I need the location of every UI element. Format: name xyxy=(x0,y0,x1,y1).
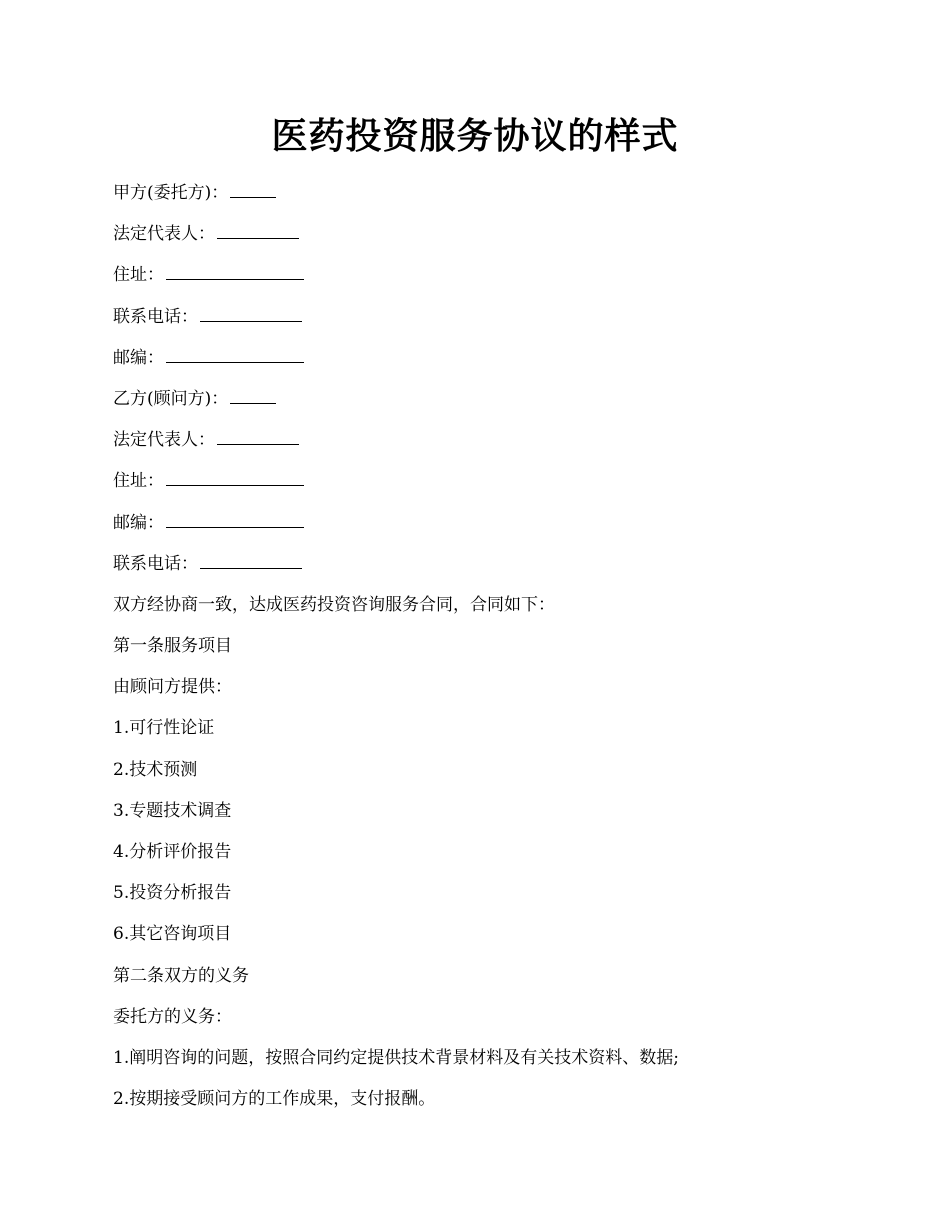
party-b-line xyxy=(113,384,853,425)
client-obligation-1: 1.阐明咨询的问题，按照合同约定提供技术背景材料及有关技术资料、数据; xyxy=(113,1047,679,1068)
party-b-representative-line xyxy=(113,425,853,466)
service-item-6: 6.其它咨询项目 xyxy=(113,924,232,945)
party-b-postcode-blank xyxy=(166,509,304,528)
party-a-postcode-label: 邮编： xyxy=(113,347,164,368)
article-1-intro: 由顾问方提供： xyxy=(113,677,232,698)
party-a-label: 甲方(委托方)： xyxy=(113,183,229,203)
party-a-address-blank xyxy=(166,261,304,280)
party-b-phone-blank xyxy=(200,550,302,569)
service-item-5: 5.投资分析报告 xyxy=(113,883,232,904)
party-a-phone-blank xyxy=(200,303,302,322)
party-a-address-line xyxy=(113,260,853,301)
party-a-phone-label: 联系电话： xyxy=(113,306,198,327)
party-a-postcode-blank xyxy=(166,344,304,363)
party-a-representative-blank xyxy=(217,220,299,239)
party-b-phone-line xyxy=(113,549,853,590)
service-item-4: 4.分析评价报告 xyxy=(113,842,232,862)
party-a-address-label: 住址： xyxy=(113,265,164,286)
party-b-blank xyxy=(230,385,276,404)
party-a-postcode-line xyxy=(113,343,853,384)
party-b-address-label: 住址： xyxy=(113,471,164,492)
party-b-address-blank xyxy=(166,467,304,486)
party-b-phone-label: 联系电话： xyxy=(113,553,198,574)
agreement-intro: 双方经协商一致，达成医药投资咨询服务合同，合同如下： xyxy=(113,594,555,615)
client-obligation-2: 2.按期接受顾问方的工作成果，支付报酬。 xyxy=(113,1089,436,1110)
party-b-postcode-label: 邮编： xyxy=(113,512,164,533)
party-b-representative-label: 法定代表人： xyxy=(113,430,215,451)
article-2-heading: 第二条双方的义务 xyxy=(113,965,249,986)
party-b-address-line xyxy=(113,466,853,507)
document-body xyxy=(113,178,853,1125)
service-item-2: 2.技术预测 xyxy=(113,759,198,780)
party-a-representative-line xyxy=(113,219,853,260)
service-item-3: 3.专题技术调查 xyxy=(113,800,232,821)
document-title: 医药投资服务协议的样式 xyxy=(271,115,679,157)
client-obligations-heading: 委托方的义务： xyxy=(113,1006,232,1027)
party-a-line xyxy=(113,178,853,219)
article-1-heading: 第一条服务项目 xyxy=(113,636,232,657)
party-a-blank xyxy=(230,179,276,198)
party-b-label: 乙方(顾问方)： xyxy=(113,388,229,409)
party-b-postcode-line xyxy=(113,508,853,549)
party-a-phone-line xyxy=(113,302,853,343)
service-item-1: 1.可行性论证 xyxy=(113,718,215,739)
party-a-representative-label: 法定代表人： xyxy=(113,224,215,245)
party-b-representative-blank xyxy=(217,426,299,445)
